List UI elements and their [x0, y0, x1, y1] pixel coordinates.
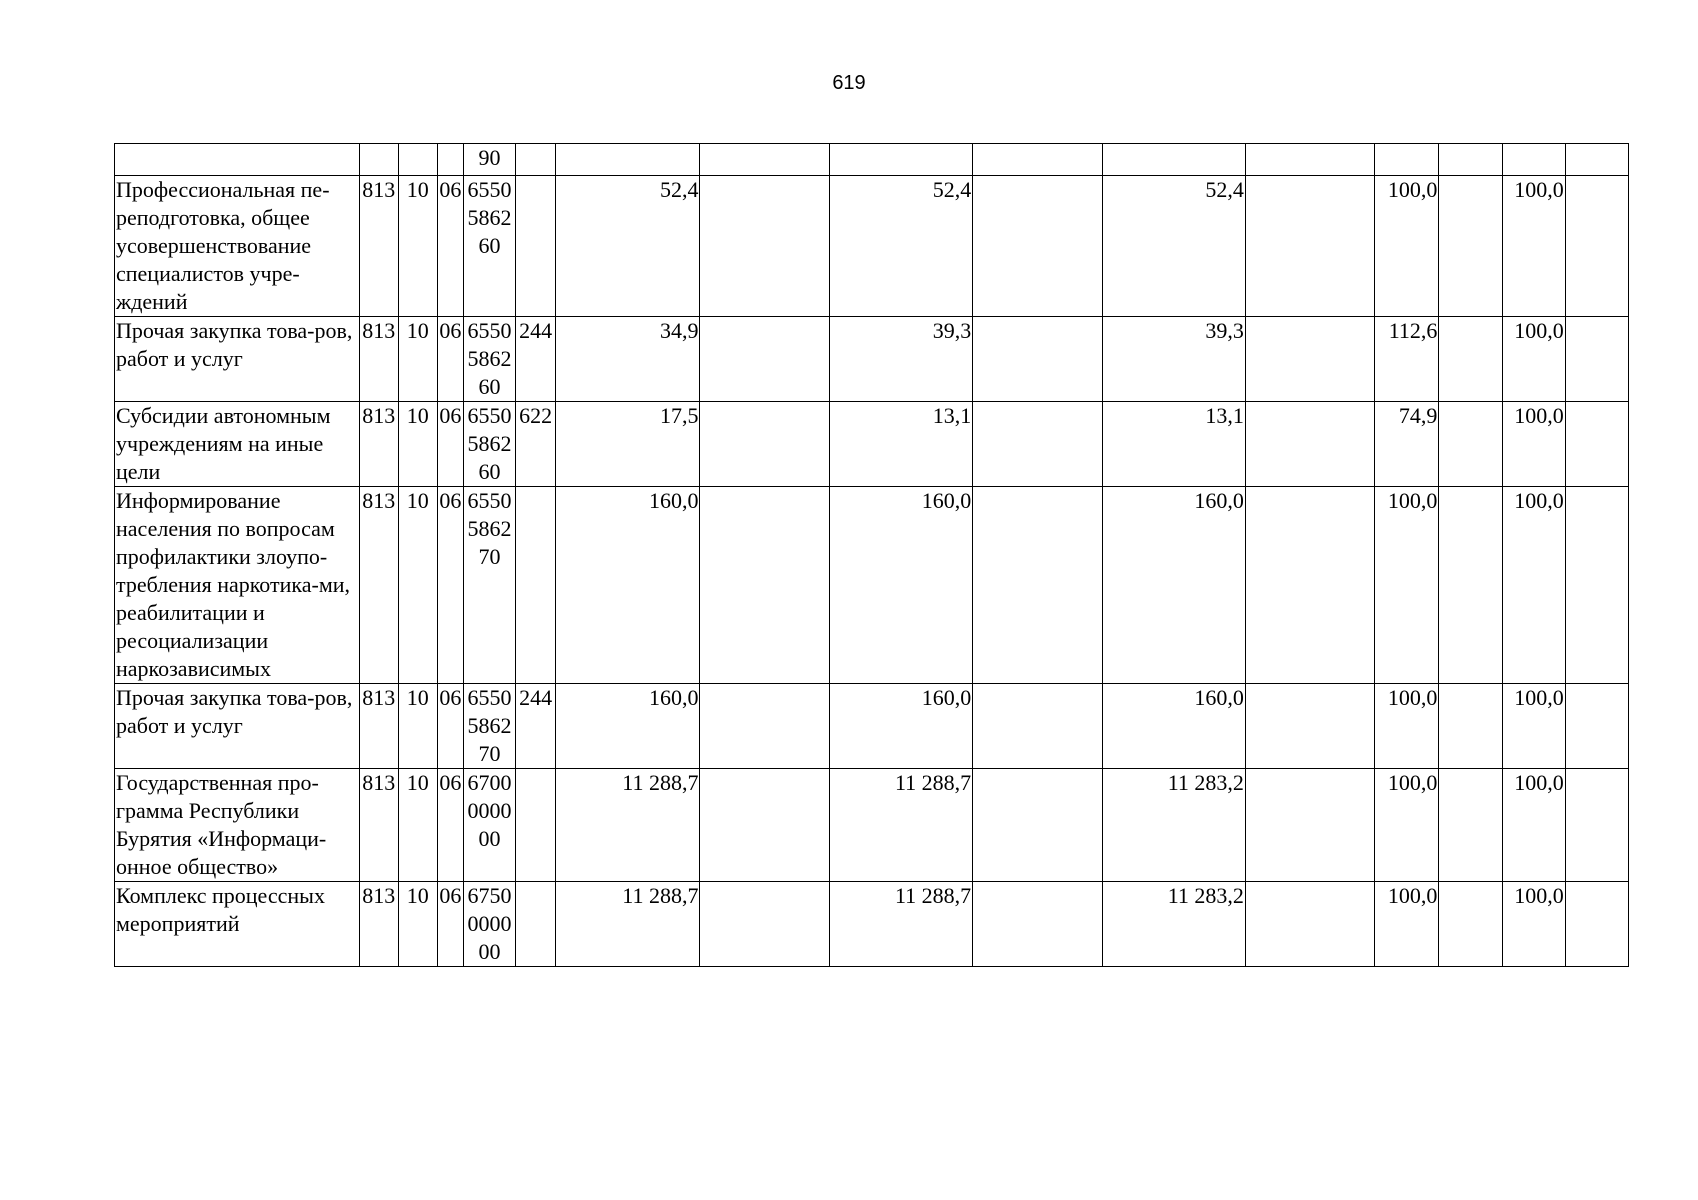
empty-cell — [1565, 487, 1628, 684]
subsection-cell: 06 — [437, 487, 463, 684]
value-1-cell: 17,5 — [556, 402, 700, 487]
value-2-cell: 11 288,7 — [829, 882, 972, 967]
empty-cell — [1245, 402, 1374, 487]
target-article-cell: 90 — [463, 144, 515, 176]
expense-type-cell: 244 — [516, 317, 556, 402]
percent-2-cell: 100,0 — [1502, 402, 1565, 487]
target-article-cell: 6550586270 — [463, 684, 515, 769]
expense-type-cell: 622 — [516, 402, 556, 487]
value-2-cell — [829, 144, 972, 176]
empty-cell — [1439, 487, 1502, 684]
percent-1-cell: 100,0 — [1375, 882, 1439, 967]
empty-cell — [973, 176, 1102, 317]
percent-1-cell: 112,6 — [1375, 317, 1439, 402]
table-row — [115, 402, 1629, 487]
row-name-cell: Государственная про-грамма Республики Бурятия «Информаци-онное общество» — [115, 769, 360, 882]
table-row — [115, 882, 1629, 967]
target-article-cell: 6550586260 — [463, 402, 515, 487]
empty-cell — [700, 317, 829, 402]
empty-cell — [1245, 684, 1374, 769]
empty-cell — [973, 402, 1102, 487]
percent-1-cell: 100,0 — [1375, 487, 1439, 684]
empty-cell — [1565, 317, 1628, 402]
admin-code-cell: 813 — [359, 487, 398, 684]
admin-code-cell — [359, 144, 398, 176]
subsection-cell: 06 — [437, 402, 463, 487]
empty-cell — [1245, 487, 1374, 684]
percent-2-cell: 100,0 — [1502, 176, 1565, 317]
empty-cell — [1439, 144, 1502, 176]
expense-type-cell: 244 — [516, 684, 556, 769]
value-3-cell: 160,0 — [1102, 684, 1245, 769]
value-2-cell: 11 288,7 — [829, 769, 972, 882]
percent-2-cell: 100,0 — [1502, 317, 1565, 402]
percent-1-cell: 100,0 — [1375, 684, 1439, 769]
subsection-cell: 06 — [437, 769, 463, 882]
percent-1-cell: 100,0 — [1375, 176, 1439, 317]
empty-cell — [973, 769, 1102, 882]
value-2-cell: 160,0 — [829, 487, 972, 684]
expense-type-cell — [516, 769, 556, 882]
section-cell: 10 — [398, 402, 437, 487]
value-2-cell: 39,3 — [829, 317, 972, 402]
empty-cell — [1245, 144, 1374, 176]
empty-cell — [1439, 176, 1502, 317]
empty-cell — [973, 317, 1102, 402]
subsection-cell: 06 — [437, 317, 463, 402]
empty-cell — [1565, 144, 1628, 176]
row-name-cell: Комплекс процессных мероприятий — [115, 882, 360, 967]
empty-cell — [1565, 402, 1628, 487]
table-row — [115, 144, 1629, 176]
value-2-cell: 13,1 — [829, 402, 972, 487]
value-1-cell: 11 288,7 — [556, 882, 700, 967]
empty-cell — [1565, 176, 1628, 317]
expense-type-cell — [516, 882, 556, 967]
section-cell: 10 — [398, 684, 437, 769]
target-article-cell: 6750000000 — [463, 882, 515, 967]
subsection-cell — [437, 144, 463, 176]
value-1-cell: 34,9 — [556, 317, 700, 402]
table-row — [115, 317, 1629, 402]
value-1-cell: 52,4 — [556, 176, 700, 317]
value-1-cell — [556, 144, 700, 176]
empty-cell — [1245, 769, 1374, 882]
empty-cell — [1245, 882, 1374, 967]
percent-2-cell — [1502, 144, 1565, 176]
empty-cell — [1439, 684, 1502, 769]
expense-type-cell — [516, 487, 556, 684]
subsection-cell: 06 — [437, 176, 463, 317]
empty-cell — [973, 144, 1102, 176]
budget-table — [114, 143, 1629, 967]
row-name-cell: Информирование населения по вопросам профилактики злоупо-требления наркотика-ми, реабилитации и ресоциализации наркозависимых — [115, 487, 360, 684]
admin-code-cell: 813 — [359, 769, 398, 882]
empty-cell — [700, 769, 829, 882]
subsection-cell: 06 — [437, 882, 463, 967]
percent-2-cell: 100,0 — [1502, 882, 1565, 967]
empty-cell — [1565, 769, 1628, 882]
value-2-cell: 160,0 — [829, 684, 972, 769]
empty-cell — [1245, 317, 1374, 402]
section-cell: 10 — [398, 487, 437, 684]
empty-cell — [1439, 769, 1502, 882]
empty-cell — [1245, 176, 1374, 317]
empty-cell — [973, 487, 1102, 684]
empty-cell — [700, 882, 829, 967]
admin-code-cell: 813 — [359, 684, 398, 769]
row-name-cell: Прочая закупка това-ров, работ и услуг — [115, 317, 360, 402]
empty-cell — [700, 684, 829, 769]
empty-cell — [1439, 317, 1502, 402]
value-1-cell: 160,0 — [556, 684, 700, 769]
value-1-cell: 11 288,7 — [556, 769, 700, 882]
percent-1-cell: 74,9 — [1375, 402, 1439, 487]
value-3-cell: 160,0 — [1102, 487, 1245, 684]
empty-cell — [1565, 882, 1628, 967]
percent-1-cell: 100,0 — [1375, 769, 1439, 882]
empty-cell — [973, 882, 1102, 967]
empty-cell — [700, 487, 829, 684]
table-row — [115, 487, 1629, 684]
target-article-cell: 6700000000 — [463, 769, 515, 882]
page-number: 619 — [832, 72, 866, 94]
empty-cell — [973, 684, 1102, 769]
row-name-cell — [115, 144, 360, 176]
empty-cell — [1439, 882, 1502, 967]
target-article-cell: 6550586270 — [463, 487, 515, 684]
subsection-cell: 06 — [437, 684, 463, 769]
admin-code-cell: 813 — [359, 317, 398, 402]
value-2-cell: 52,4 — [829, 176, 972, 317]
target-article-cell: 6550586260 — [463, 317, 515, 402]
empty-cell — [700, 402, 829, 487]
table-body — [115, 144, 1629, 967]
table-row — [115, 769, 1629, 882]
empty-cell — [1565, 684, 1628, 769]
admin-code-cell: 813 — [359, 176, 398, 317]
admin-code-cell: 813 — [359, 402, 398, 487]
section-cell — [398, 144, 437, 176]
row-name-cell: Профессиональная пе-реподготовка, общее усовершенствование специалистов учре-ждений — [115, 176, 360, 317]
empty-cell — [1439, 402, 1502, 487]
section-cell: 10 — [398, 769, 437, 882]
value-3-cell: 13,1 — [1102, 402, 1245, 487]
value-3-cell: 11 283,2 — [1102, 882, 1245, 967]
empty-cell — [700, 176, 829, 317]
table-row — [115, 684, 1629, 769]
admin-code-cell: 813 — [359, 882, 398, 967]
row-name-cell: Субсидии автономным учреждениям на иные цели — [115, 402, 360, 487]
percent-2-cell: 100,0 — [1502, 769, 1565, 882]
percent-2-cell: 100,0 — [1502, 487, 1565, 684]
value-3-cell: 52,4 — [1102, 176, 1245, 317]
expense-type-cell — [516, 176, 556, 317]
value-1-cell: 160,0 — [556, 487, 700, 684]
row-name-cell: Прочая закупка това-ров, работ и услуг — [115, 684, 360, 769]
table-row — [115, 176, 1629, 317]
value-3-cell: 39,3 — [1102, 317, 1245, 402]
percent-1-cell — [1375, 144, 1439, 176]
section-cell: 10 — [398, 317, 437, 402]
value-3-cell: 11 283,2 — [1102, 769, 1245, 882]
empty-cell — [700, 144, 829, 176]
section-cell: 10 — [398, 882, 437, 967]
value-3-cell — [1102, 144, 1245, 176]
percent-2-cell: 100,0 — [1502, 684, 1565, 769]
target-article-cell: 6550586260 — [463, 176, 515, 317]
section-cell: 10 — [398, 176, 437, 317]
expense-type-cell — [516, 144, 556, 176]
